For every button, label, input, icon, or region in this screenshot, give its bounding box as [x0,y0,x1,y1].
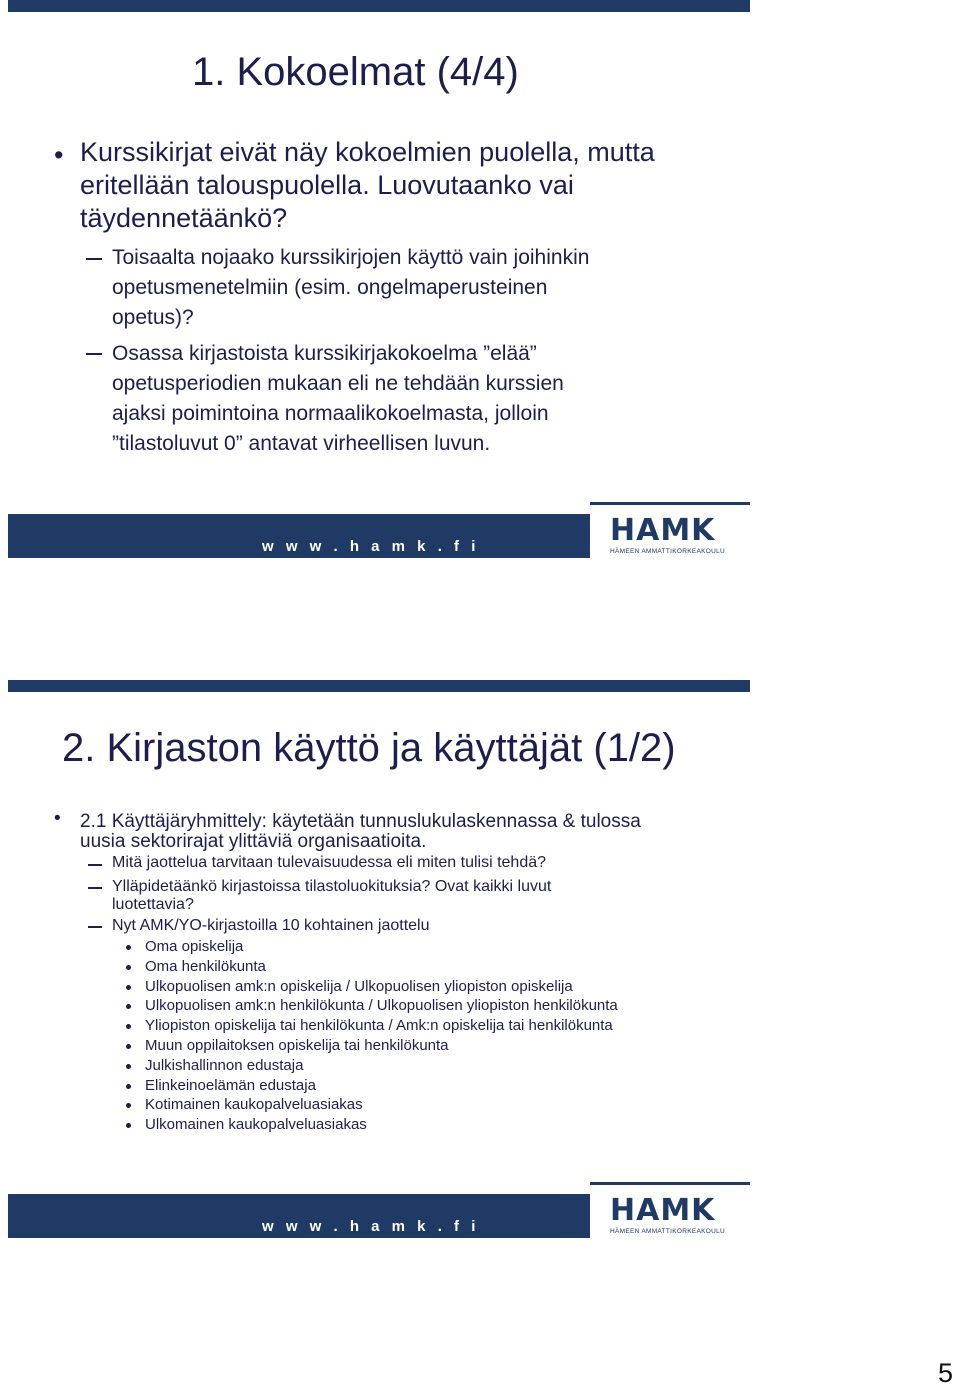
list-bullet-dot [126,985,131,990]
bullet-dot: • [54,140,64,170]
list-item: Julkishallinnon edustaja [145,1056,304,1074]
list-bullet-dot [126,1084,131,1089]
logo-wordmark: HAMK [610,1193,716,1228]
sub-bullet-dash [88,864,102,866]
footer-url: w w w . h a m k . f i [262,538,480,555]
list-item: Muun oppilaitoksen opiskelija tai henkilökunta [145,1037,449,1054]
list-item: Elinkeinoelämän edustaja [145,1076,316,1094]
list-item: Ulkomainen kaukopalveluasiakas [145,1116,367,1134]
sub-bullet-dash [86,353,102,355]
list-bullet-dot [126,1004,131,1009]
logo-subtitle: HÄMEEN AMMATTIKORKEAKOULU [610,548,726,555]
list-bullet-dot [126,965,131,970]
list-bullet-dot [126,1044,131,1049]
bullet-line: Kurssikirjat eivät näy kokoelmien puolella, mutta [80,137,655,167]
sub-bullet-line: opetusperiodien mukaan eli ne tehdään kurssien [112,372,564,395]
sub-bullet-line: Ylläpidetäänkö kirjastoissa tilastoluokituksia? Ovat kaikki luvut [112,878,552,895]
footer-url: w w w . h a m k . f i [262,1218,480,1235]
list-item: Oma henkilökunta [145,957,266,975]
list-item: Ulkopuolisen amk:n opiskelija / Ulkopuolisen yliopiston opiskelija [145,977,573,995]
hamk-logo [610,513,730,555]
slide-1 [0,0,960,560]
logo-wordmark: HAMK [610,513,716,548]
hamk-logo [610,1193,730,1235]
slide-2 [0,680,960,1240]
sub-bullet-dash [88,926,102,928]
list-bullet-dot [126,1123,131,1128]
list-item: Ulkopuolisen amk:n henkilökunta / Ulkopuolisen yliopiston henkilökunta [145,997,618,1015]
page-number: 5 [938,1358,954,1388]
footer-notch [590,1182,750,1185]
bullet-line: 2.1 Käyttäjäryhmittely: käytetään tunnuslukulaskennassa & tulossa [80,811,641,832]
sub-bullet-line: luotettavia? [112,896,194,913]
bullet-line: eritellään talouspuolella. Luovutaanko vai [80,170,574,200]
slide-top-bar [8,0,750,12]
sub-bullet-line: Toisaalta nojaako kurssikirjojen käyttö vain joihinkin [112,246,590,269]
sub-bullet-line: opetusmenetelmiin (esim. ongelmaperusteinen [112,276,548,299]
sub-bullet-dash [86,258,102,260]
sub-bullet-line: Nyt AMK/YO-kirjastoilla 10 kohtainen jaottelu [112,917,430,934]
sub-bullet-dash [88,887,102,889]
list-item: Kotimainen kaukopalveluasiakas [145,1096,363,1114]
sub-bullet-line: opetus)? [112,306,194,329]
sub-bullet-line: ajaksi poimintoina normaalikokoelmasta, jolloin [112,402,549,425]
slide-footer [8,502,750,558]
list-item: Oma opiskelija [145,938,244,955]
bullet-line: täydennetäänkö? [80,203,288,233]
list-bullet-dot [126,1103,131,1108]
list-bullet-dot [126,1064,131,1069]
sub-bullet-line: Mitä jaottelua tarvitaan tulevaisuudessa eli miten tulisi tehdä? [112,854,547,871]
logo-subtitle: HÄMEEN AMMATTIKORKEAKOULU [610,1228,726,1235]
footer-notch [590,502,750,505]
sub-bullet-line: Osassa kirjastoista kurssikirjakokoelma ”elää” [112,342,537,365]
list-bullet-dot [126,945,131,950]
list-bullet-dot [126,1024,131,1029]
slide-top-bar [8,680,750,692]
slide-footer [8,1182,750,1238]
slide-title: 2. Kirjaston käyttö ja käyttäjät (1/2) [62,726,676,770]
list-item: Yliopiston opiskelija tai henkilökunta / Amk:n opiskelija tai henkilökunta [145,1017,613,1035]
bullet-dot: • [54,808,61,829]
slide-title: 1. Kokoelmat (4/4) [192,50,519,94]
sub-bullet-line: ”tilastoluvut 0” antavat virheellisen luvun. [112,432,491,455]
bullet-line: uusia sektorirajat ylittäviä organisaatioita. [80,831,427,852]
